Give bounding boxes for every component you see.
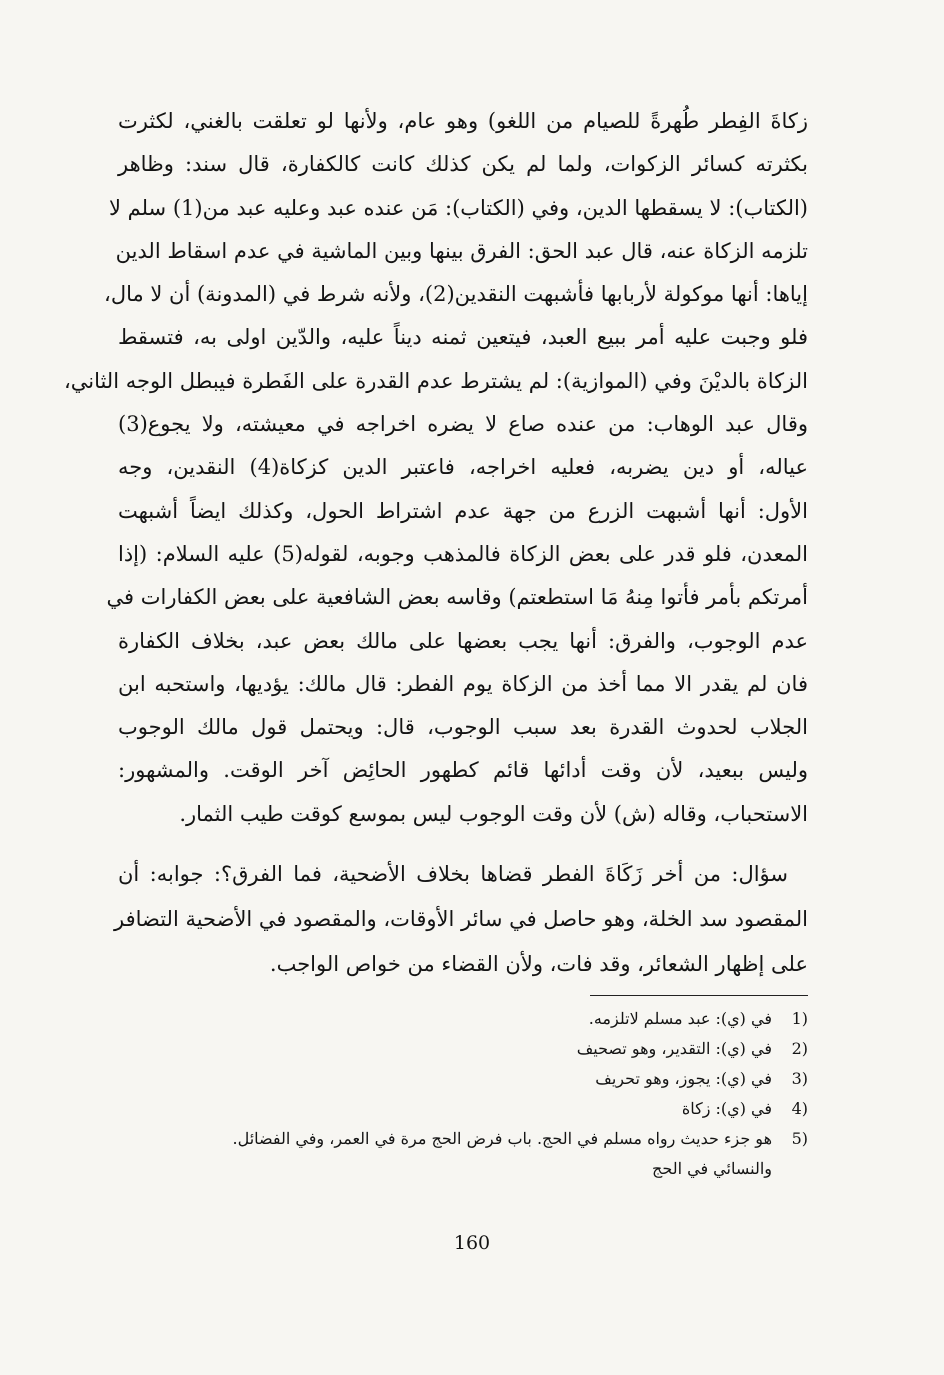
text-line: الأول: أنها أشبهت الزرع من جهة عدم اشتراط الحول، وكذلك ايضاً أشبهت (118, 498, 808, 523)
footnote-number: 5) (791, 1129, 808, 1148)
text-line: زكاةَ الفِطر طُهرةً للصيام من اللغو) وهو عام، ولأنها لو تعلقت بالغني، لكثرت (118, 109, 808, 133)
footnote (118, 1004, 808, 1034)
footnote-number: 4) (791, 1099, 808, 1118)
text-line: إياها: أنها موكولة لأربابها فأشبهت النقدين(2)، ولأنه شرط في (المدونة) أن لا مال، (104, 282, 808, 307)
text-line: عياله، أو دين يضربه، فعليه اخراجه، فاعتبر الدين كزكاة(4) النقدين، وجه (118, 455, 809, 480)
question-paragraph (113, 852, 808, 987)
footnote (118, 1124, 808, 1154)
text-line: سؤال: من أخر زَكَاةَ الفطر قضاها بخلاف الأضحية، فما الفرق؟: جوابه: أن (118, 862, 788, 886)
text-line: فلو وجبت عليه أمر ببيع العبد، فيتعين ثمنه ديناً عليه، والدّين اولى به، فتسقط (118, 325, 808, 350)
text-line: بكثرته كسائر الزكوات، ولما لم يكن كذلك كانت كالكفارة، قال سند: وظاهر (118, 152, 808, 177)
footnote-number: 2) (791, 1039, 808, 1058)
footnote-continuation: والنسائي في الحج (652, 1159, 772, 1178)
footnote-number: 1) (791, 1009, 808, 1028)
text-line: الجلاب لحدوث القدرة بعد سبب الوجوب، قال: ويحتمل قول مالك الوجوب (118, 715, 808, 740)
footnote-text: في (ي): عبد مسلم لاتلزمه. (588, 1009, 772, 1028)
text-line: وقال عبد الوهاب: من عنده صاع لا يضره اخراجه في معيشته، ولا يجوع(3) (118, 412, 808, 437)
text-line: الزكاة بالديْنَ وفي (الموازية): لم يشترط عدم القدرة على الفَطرة فيبطل الوجه الثاني، (63, 368, 808, 393)
page-number: 160 (453, 1232, 491, 1254)
footnote-text: في (ي): زكاة (681, 1099, 772, 1118)
main-text (63, 100, 809, 836)
footnote-separator (590, 995, 808, 996)
text-line: على إظهار الشعائر، وقد فات، ولأن القضاء من خواص الواجب. (269, 952, 808, 976)
footnote-text: في (ي): يجوز، وهو تحريف (595, 1069, 772, 1088)
text-line: وليس ببعيد، لأن وقت أدائها قائم كطهور الحائِض آخر الوقت. والمشهور: (118, 758, 808, 783)
footnote (118, 1064, 808, 1094)
text-line: الاستحباب، وقاله (ش) لأن وقت الوجوب ليس بموسع كوقت طيب الثمار. (179, 801, 808, 826)
text-line: تلزمه الزكاة عنه، قال عبد الحق: الفرق بينها وبين الماشية في عدم اسقاط الدين (115, 238, 808, 263)
footnote (118, 1094, 808, 1124)
text-line: المقصود سد الخلة، وهو حاصل في سائر الأوقات، والمقصود في الأضحية التضافر (113, 907, 808, 931)
text-line: عدم الوجوب، والفرق: أنها يجب بعضها على مالك بعض عبد، بخلاف الكفارة (118, 628, 808, 653)
footnote-text: هو جزء حديث رواه مسلم في الحج. باب فرض الحج مرة في العمر، وفي الفضائل. (232, 1129, 772, 1148)
footnote-number: 3) (791, 1069, 808, 1088)
text-line: (الكتاب): لا يسقطها الدين، وفي (الكتاب): مَن عنده عبد وعليه عبد من(1) سلم لا (108, 195, 808, 220)
text-line: فان لم يقدر الا مما أخذ من الزكاة يوم الفطر: قال مالك: يؤديها، واستحبه ابن (118, 671, 808, 696)
footnote-text: في (ي): التقدير، وهو تصحيف (576, 1039, 772, 1058)
footnote (118, 1034, 808, 1064)
text-line: أمرتكم بأمر فأتوا مِنهُ مَا استطعتم) وقاسه بعض الشافعية على بعض الكفارات في (106, 585, 808, 610)
text-line: المعدن، فلو قدر على بعض الزكاة فالمذهب وجوبه، لقوله(5) عليه السلام: (إذا (118, 541, 808, 566)
footnotes (118, 1004, 808, 1184)
